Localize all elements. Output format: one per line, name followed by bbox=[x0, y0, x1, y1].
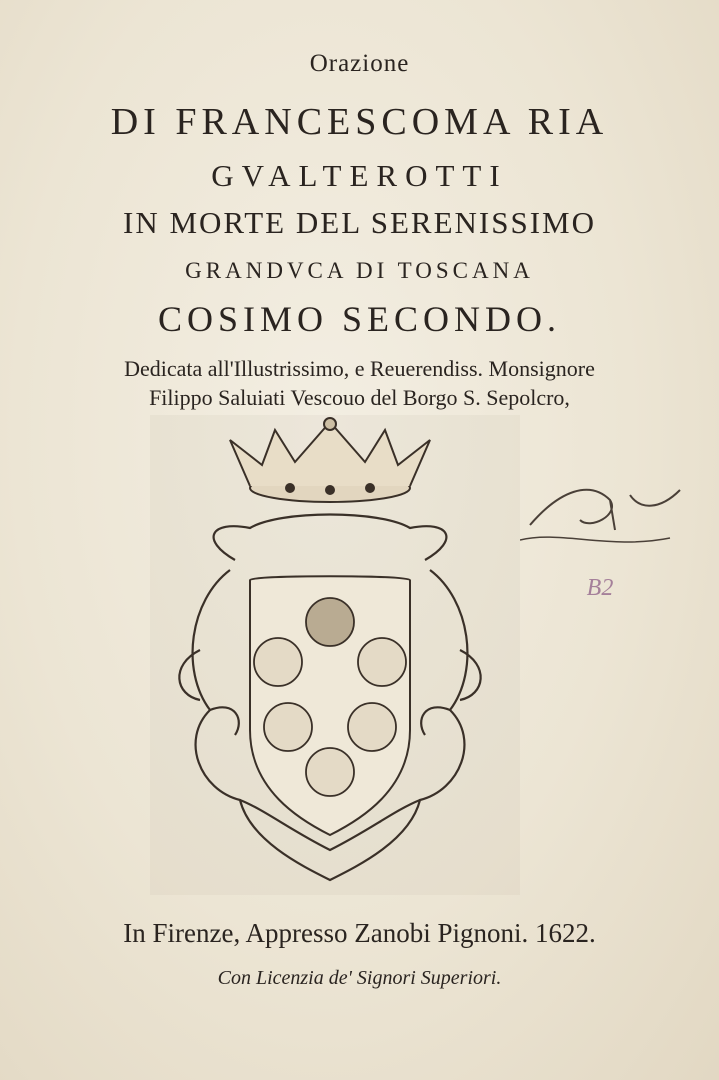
manuscript-annotation bbox=[520, 470, 690, 560]
imprint: In Firenze, Appresso Zanobi Pignoni. 1622. bbox=[123, 918, 596, 948]
author-line-2: GVALTEROTTI bbox=[211, 158, 508, 193]
dedication-line-2: Filippo Saluiati Vescouo del Borgo S. Sepolcro, bbox=[149, 385, 570, 410]
subject-line-1: IN MORTE DEL SERENISSIMO bbox=[123, 205, 596, 240]
dedication-line-1: Dedicata all'Illustrissimo, e Reuerendiss. Monsignore bbox=[124, 356, 595, 381]
license-line: Con Licenzia de' Signori Superiori. bbox=[217, 967, 502, 989]
author-line-1: DI FRANCESCOMA RIA bbox=[110, 101, 609, 143]
heading: Orazione bbox=[309, 50, 410, 77]
medici-coat-of-arms-icon bbox=[140, 410, 520, 900]
subject-line-2: GRANDVCA DI TOSCANA bbox=[185, 258, 534, 283]
pencil-mark: B2 bbox=[586, 575, 614, 601]
grand-ducal-crown-icon bbox=[230, 418, 430, 502]
subject-line-3: COSIMO SECONDO. bbox=[157, 299, 562, 339]
